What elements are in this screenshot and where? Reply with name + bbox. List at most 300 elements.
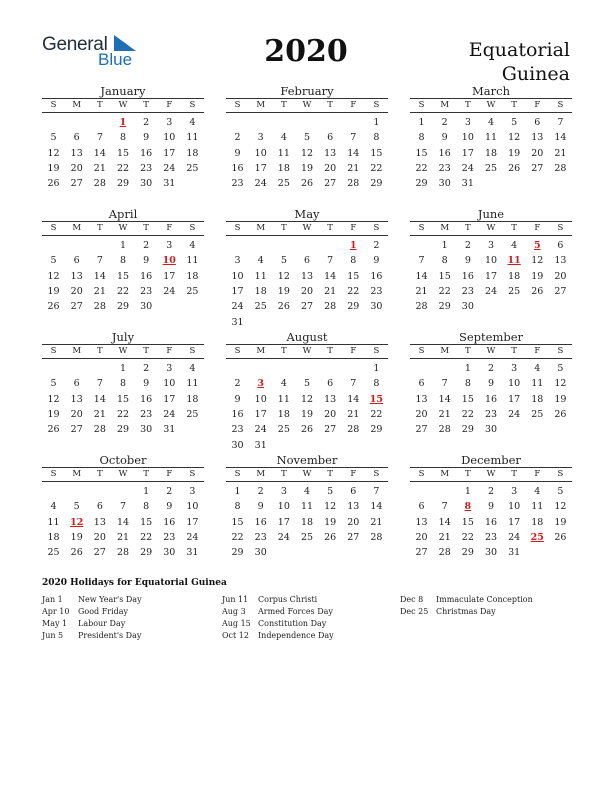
weekday-label: S [373, 100, 380, 110]
day-cell: 2 [487, 486, 494, 497]
day-cell: 25 [254, 301, 267, 313]
day-cell: 24 [186, 531, 199, 543]
holiday-day: 25 [530, 531, 544, 543]
day-cell: 13 [324, 393, 337, 405]
day-cell: 28 [347, 178, 360, 190]
day-cell: 10 [163, 132, 176, 144]
day-cell: 3 [464, 117, 471, 128]
day-cell: 2 [464, 240, 471, 251]
day-cell: 10 [508, 378, 521, 390]
day-cell: 3 [257, 132, 264, 144]
holiday-date: Apr 10 [42, 607, 70, 616]
weekday-label: M [72, 223, 82, 233]
day-cell: 2 [234, 132, 241, 144]
day-cell: 28 [93, 424, 106, 436]
day-cell: 19 [70, 531, 83, 543]
day-cell: 23 [254, 531, 267, 543]
day-cell: 29 [231, 547, 244, 559]
day-cell: 4 [280, 378, 287, 390]
weekday-label: W [486, 469, 496, 479]
day-cell: 11 [531, 501, 544, 513]
day-cell: 29 [347, 301, 360, 313]
weekday-label: M [440, 223, 450, 233]
holiday-day: 11 [507, 255, 521, 267]
weekday-label: T [281, 469, 287, 479]
day-cell: 23 [461, 285, 474, 297]
holiday-row [400, 606, 533, 618]
day-cell: 7 [350, 378, 357, 390]
day-cell: 8 [418, 132, 425, 144]
day-cell: 19 [554, 516, 567, 528]
day-cell: 15 [116, 147, 130, 159]
weekday-label: S [234, 100, 241, 110]
month-title: March [472, 84, 510, 98]
day-cell: 14 [347, 393, 360, 405]
day-cell: 1 [441, 240, 448, 251]
day-cell: 26 [554, 408, 567, 420]
day-cell: 23 [231, 178, 244, 190]
day-cell: 12 [508, 132, 521, 144]
holiday-day: 1 [119, 117, 127, 128]
day-cell: 23 [140, 408, 153, 420]
weekday-header [410, 221, 572, 236]
day-cell: 5 [50, 132, 57, 144]
day-cell: 17 [508, 516, 521, 528]
day-cell: 19 [47, 408, 60, 420]
weekday-label: S [189, 346, 196, 356]
weekday-label: T [327, 346, 333, 356]
holiday-column [222, 594, 334, 642]
day-cell: 29 [461, 547, 474, 559]
holiday-day: 1 [349, 240, 357, 251]
day-cell: 9 [143, 132, 150, 144]
day-cell: 19 [300, 162, 314, 174]
day-cell: 10 [277, 501, 290, 513]
holiday-row [42, 606, 142, 618]
weekday-header [42, 467, 204, 482]
day-cell: 27 [415, 424, 428, 436]
weekday-label: T [511, 346, 517, 356]
day-cell: 13 [415, 393, 428, 405]
day-cell: 29 [140, 547, 153, 559]
day-cell: 22 [370, 408, 383, 420]
day-cell: 13 [70, 393, 83, 405]
day-cell: 2 [143, 117, 150, 128]
weekday-label: S [373, 346, 380, 356]
day-cell: 20 [324, 162, 337, 174]
day-cell: 7 [96, 255, 103, 267]
day-cell: 15 [438, 270, 451, 282]
day-cell: 30 [370, 301, 383, 313]
day-cell: 23 [484, 531, 498, 543]
day-cell: 16 [254, 516, 267, 528]
month-october [42, 453, 204, 574]
day-cell: 26 [508, 162, 521, 174]
day-cell: 14 [324, 270, 337, 282]
weekday-header [42, 344, 204, 359]
day-cell: 18 [254, 285, 267, 297]
weekday-label: T [327, 100, 333, 110]
weekday-label: F [166, 100, 173, 110]
day-cell: 27 [554, 285, 567, 297]
day-grid [226, 359, 388, 451]
day-cell: 13 [300, 270, 314, 282]
day-cell: 6 [73, 378, 80, 390]
day-cell: 3 [511, 363, 518, 374]
month-may [226, 207, 388, 328]
day-grid [410, 113, 572, 205]
day-cell: 9 [166, 501, 173, 513]
day-cell: 4 [189, 240, 196, 251]
day-cell: 1 [143, 486, 150, 497]
day-cell: 24 [163, 162, 176, 174]
day-cell: 19 [324, 516, 337, 528]
day-cell: 31 [163, 424, 176, 436]
day-cell: 6 [73, 255, 80, 267]
day-cell: 6 [418, 501, 425, 513]
day-cell: 16 [140, 147, 153, 159]
day-cell: 6 [327, 132, 334, 144]
day-cell: 26 [47, 301, 60, 313]
weekday-header [42, 221, 204, 236]
day-cell: 1 [464, 363, 471, 374]
day-cell: 27 [93, 547, 106, 559]
weekday-header [410, 467, 572, 482]
holiday-day: 8 [464, 501, 472, 513]
day-cell: 14 [116, 516, 130, 528]
day-cell: 4 [257, 255, 264, 267]
day-cell: 12 [47, 147, 60, 159]
day-cell: 9 [487, 501, 494, 513]
holiday-row [222, 618, 334, 630]
day-cell: 8 [119, 378, 126, 390]
day-cell: 16 [163, 516, 176, 528]
day-cell: 11 [277, 393, 290, 405]
day-cell: 22 [116, 285, 130, 297]
weekday-label: S [189, 100, 196, 110]
month-september [410, 330, 572, 451]
weekday-label: W [302, 469, 312, 479]
day-cell: 7 [96, 132, 103, 144]
day-cell: 11 [186, 132, 199, 144]
weekday-label: T [465, 100, 471, 110]
day-cell: 17 [484, 270, 498, 282]
day-cell: 3 [166, 117, 173, 128]
month-march [410, 84, 572, 205]
day-cell: 6 [96, 501, 103, 513]
day-cell: 14 [93, 147, 106, 159]
day-cell: 24 [231, 301, 244, 313]
day-cell: 19 [47, 162, 60, 174]
day-cell: 23 [438, 162, 451, 174]
day-cell: 15 [415, 147, 428, 159]
day-cell: 27 [415, 547, 428, 559]
day-cell: 10 [508, 501, 521, 513]
day-cell: 28 [93, 301, 106, 313]
day-cell: 20 [70, 162, 83, 174]
day-cell: 25 [186, 408, 199, 420]
day-cell: 29 [370, 178, 383, 190]
weekday-label: M [72, 346, 82, 356]
weekday-label: T [511, 223, 517, 233]
day-cell: 15 [116, 393, 130, 405]
day-cell: 5 [280, 255, 287, 267]
day-cell: 20 [415, 531, 428, 543]
day-cell: 4 [487, 117, 494, 128]
day-cell: 4 [189, 363, 196, 374]
day-cell: 1 [234, 486, 241, 497]
weekday-header [226, 344, 388, 359]
day-cell: 22 [140, 531, 153, 543]
day-cell: 27 [324, 424, 337, 436]
weekday-label: W [118, 100, 128, 110]
day-cell: 23 [484, 408, 498, 420]
day-cell: 7 [441, 378, 448, 390]
day-cell: 13 [531, 132, 544, 144]
day-cell: 28 [554, 162, 567, 174]
day-cell: 4 [511, 240, 518, 251]
day-cell: 18 [186, 393, 199, 405]
weekday-label: S [373, 469, 380, 479]
day-cell: 8 [234, 501, 241, 513]
day-cell: 5 [73, 501, 80, 513]
day-cell: 11 [254, 270, 267, 282]
day-cell: 31 [254, 439, 267, 451]
day-cell: 16 [484, 516, 498, 528]
weekday-label: S [234, 469, 241, 479]
day-cell: 24 [508, 408, 521, 420]
day-cell: 2 [373, 240, 380, 251]
day-cell: 18 [47, 531, 60, 543]
holiday-name: Armed Forces Day [258, 607, 333, 616]
month-title: May [294, 207, 320, 221]
day-cell: 22 [347, 285, 360, 297]
weekday-label: W [118, 346, 128, 356]
weekday-label: T [143, 346, 149, 356]
weekday-label: S [557, 100, 564, 110]
day-cell: 19 [277, 285, 290, 297]
day-cell: 4 [189, 117, 196, 128]
day-cell: 17 [277, 516, 290, 528]
weekday-label: M [256, 100, 266, 110]
month-title: June [477, 207, 505, 221]
day-cell: 28 [324, 301, 337, 313]
day-cell: 11 [531, 378, 544, 390]
day-cell: 5 [50, 378, 57, 390]
weekday-label: T [143, 469, 149, 479]
day-cell: 15 [347, 270, 360, 282]
day-cell: 21 [554, 147, 567, 159]
day-cell: 6 [534, 117, 541, 128]
holiday-date: Oct 12 [222, 631, 249, 640]
day-cell: 30 [140, 301, 153, 313]
day-cell: 5 [511, 117, 518, 128]
holiday-name: Constitution Day [258, 619, 327, 628]
day-grid [410, 359, 572, 451]
day-cell: 3 [189, 486, 196, 497]
weekday-label: S [234, 223, 241, 233]
day-cell: 26 [324, 531, 337, 543]
day-cell: 29 [370, 424, 383, 436]
month-february [226, 84, 388, 205]
month-june [410, 207, 572, 328]
weekday-label: S [234, 346, 241, 356]
holiday-row [42, 618, 142, 630]
day-cell: 25 [277, 178, 290, 190]
weekday-label: T [327, 223, 333, 233]
day-cell: 29 [461, 424, 474, 436]
day-cell: 28 [438, 424, 451, 436]
day-cell: 27 [70, 424, 83, 436]
day-cell: 22 [116, 408, 130, 420]
weekday-header [226, 221, 388, 236]
logo-text-blue: Blue [98, 50, 133, 69]
day-cell: 26 [47, 178, 60, 190]
day-cell: 17 [254, 408, 267, 420]
day-cell: 28 [438, 547, 451, 559]
day-cell: 22 [370, 162, 383, 174]
day-cell: 24 [461, 162, 474, 174]
holiday-name: Labour Day [78, 619, 126, 628]
day-cell: 31 [186, 547, 199, 559]
weekday-label: T [327, 469, 333, 479]
day-cell: 9 [234, 147, 241, 159]
day-cell: 28 [347, 424, 360, 436]
day-cell: 31 [461, 178, 474, 190]
day-cell: 3 [280, 486, 287, 497]
weekday-label: T [465, 346, 471, 356]
day-cell: 5 [327, 486, 334, 497]
month-november [226, 453, 388, 574]
day-cell: 31 [508, 547, 521, 559]
day-cell: 8 [119, 132, 126, 144]
weekday-label: T [281, 346, 287, 356]
holiday-date: Jun 5 [42, 631, 64, 640]
holiday-name: Independence Day [258, 631, 334, 640]
day-cell: 4 [280, 132, 287, 144]
day-cell: 8 [373, 378, 380, 390]
day-cell: 7 [373, 486, 380, 497]
holiday-day: 5 [533, 240, 541, 251]
day-cell: 24 [163, 285, 176, 297]
day-cell: 2 [487, 363, 494, 374]
weekday-label: S [189, 223, 196, 233]
day-cell: 3 [487, 240, 494, 251]
day-cell: 6 [557, 240, 564, 251]
day-cell: 30 [484, 424, 498, 436]
day-cell: 21 [93, 162, 106, 174]
day-cell: 13 [70, 270, 83, 282]
weekday-label: W [486, 223, 496, 233]
month-title: February [280, 84, 334, 98]
day-cell: 17 [163, 393, 176, 405]
day-cell: 13 [93, 516, 106, 528]
day-cell: 9 [143, 378, 150, 390]
day-cell: 20 [531, 147, 544, 159]
day-grid [226, 113, 388, 205]
day-cell: 20 [415, 408, 428, 420]
day-cell: 18 [300, 516, 314, 528]
day-cell: 12 [47, 270, 60, 282]
day-cell: 14 [93, 393, 106, 405]
day-cell: 16 [231, 408, 244, 420]
holiday-column [42, 594, 142, 642]
holiday-list-title: 2020 Holidays for Equatorial Guinea [42, 578, 227, 588]
day-cell: 29 [116, 178, 130, 190]
holiday-date: Jun 11 [222, 595, 249, 604]
weekday-label: S [557, 223, 564, 233]
day-cell: 12 [324, 501, 337, 513]
day-cell: 22 [438, 285, 451, 297]
day-cell: 17 [163, 147, 176, 159]
weekday-label: S [50, 469, 57, 479]
day-cell: 16 [231, 162, 244, 174]
day-cell: 14 [370, 501, 383, 513]
day-cell: 7 [96, 378, 103, 390]
country-line-2: Guinea [501, 63, 570, 85]
day-cell: 22 [461, 531, 474, 543]
holiday-name: Good Friday [78, 607, 129, 616]
day-cell: 3 [166, 363, 173, 374]
day-cell: 28 [370, 531, 383, 543]
month-title: August [286, 330, 328, 344]
day-cell: 24 [254, 424, 267, 436]
day-cell: 24 [484, 285, 498, 297]
day-cell: 18 [277, 162, 290, 174]
weekday-label: M [256, 223, 266, 233]
day-cell: 24 [163, 408, 176, 420]
day-cell: 1 [119, 240, 126, 251]
weekday-label: T [97, 469, 103, 479]
holiday-row [222, 606, 334, 618]
day-cell: 7 [350, 132, 357, 144]
day-cell: 21 [438, 408, 451, 420]
day-cell: 23 [163, 531, 176, 543]
day-cell: 3 [511, 486, 518, 497]
weekday-label: F [166, 223, 173, 233]
month-august [226, 330, 388, 451]
day-cell: 22 [231, 531, 244, 543]
weekday-label: T [97, 223, 103, 233]
day-cell: 14 [415, 270, 428, 282]
day-cell: 18 [186, 270, 199, 282]
day-grid [410, 236, 572, 328]
day-cell: 18 [508, 270, 521, 282]
day-cell: 20 [324, 408, 337, 420]
weekday-label: F [350, 469, 357, 479]
day-cell: 24 [254, 178, 267, 190]
day-cell: 30 [438, 178, 451, 190]
day-cell: 20 [70, 408, 83, 420]
day-cell: 11 [484, 132, 498, 144]
day-cell: 6 [418, 378, 425, 390]
day-cell: 25 [186, 162, 199, 174]
weekday-header [226, 467, 388, 482]
holiday-date: Aug 3 [222, 607, 246, 616]
day-cell: 17 [461, 147, 474, 159]
day-grid [410, 482, 572, 574]
day-cell: 12 [277, 270, 290, 282]
day-cell: 9 [257, 501, 264, 513]
day-cell: 23 [140, 162, 153, 174]
holiday-row [42, 594, 142, 606]
weekday-label: F [534, 346, 541, 356]
day-cell: 12 [47, 393, 60, 405]
day-cell: 31 [231, 316, 244, 328]
day-cell: 20 [70, 285, 83, 297]
day-cell: 30 [231, 439, 244, 451]
weekday-label: F [350, 346, 357, 356]
